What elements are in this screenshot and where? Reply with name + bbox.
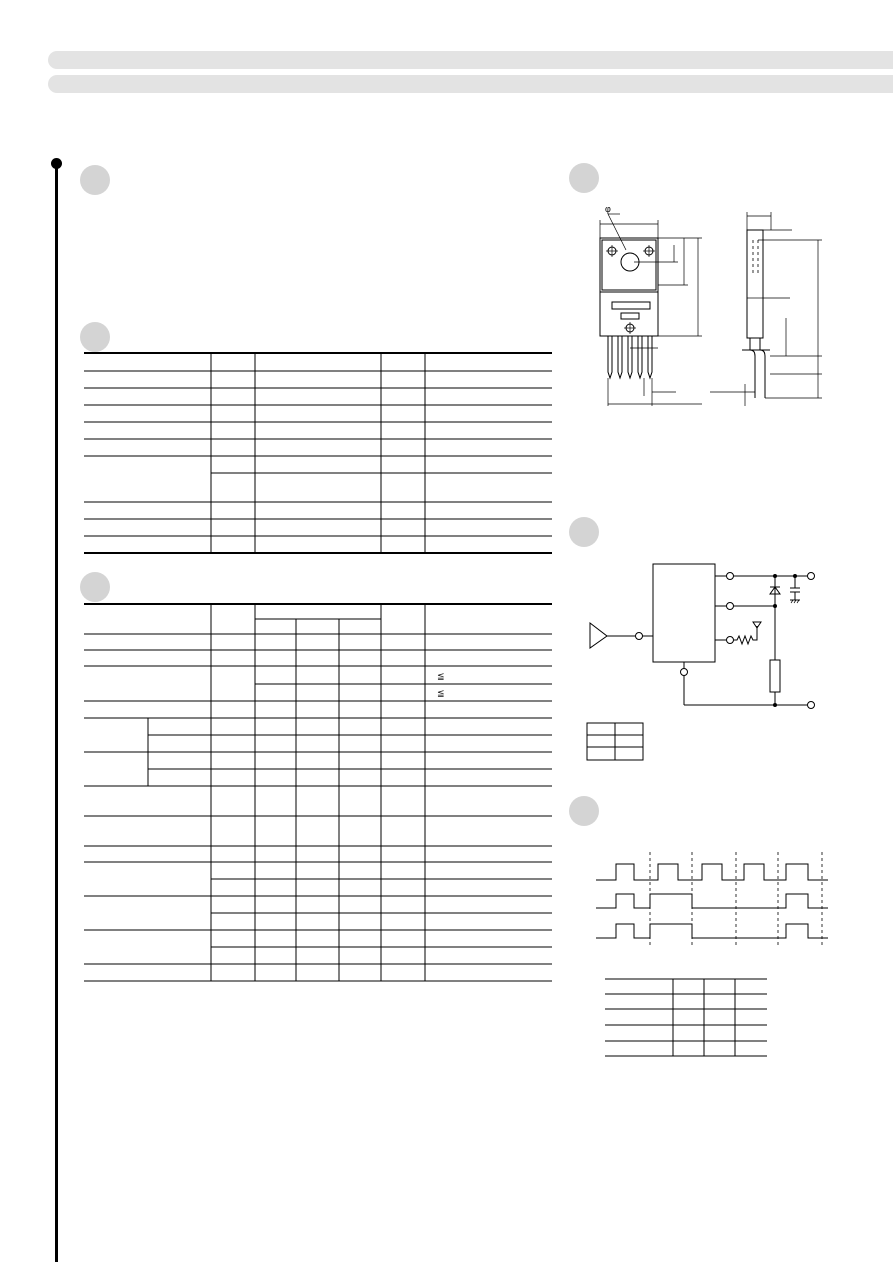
section-bullet-features [80, 165, 110, 195]
le-symbol-2: ≦ [437, 688, 445, 698]
left-rail [55, 164, 58, 1262]
package-drawing [590, 200, 830, 415]
section-bullet-package [569, 163, 599, 193]
truth-table [586, 722, 646, 762]
characteristics-table [84, 601, 554, 985]
le-symbol-1: ≦ [437, 671, 445, 681]
section-bullet-circuit [569, 517, 599, 547]
rail-dot [51, 158, 62, 169]
section-bullet-timing [569, 796, 599, 826]
ratings-table [84, 350, 554, 556]
header-band-top [48, 51, 893, 69]
section-bullet-ratings [80, 322, 110, 352]
timing-chart [596, 848, 836, 948]
header-band-bottom [48, 75, 893, 93]
diameter-label: φ [605, 204, 611, 214]
section-bullet-characteristics [80, 572, 110, 602]
timing-table [605, 975, 770, 1060]
